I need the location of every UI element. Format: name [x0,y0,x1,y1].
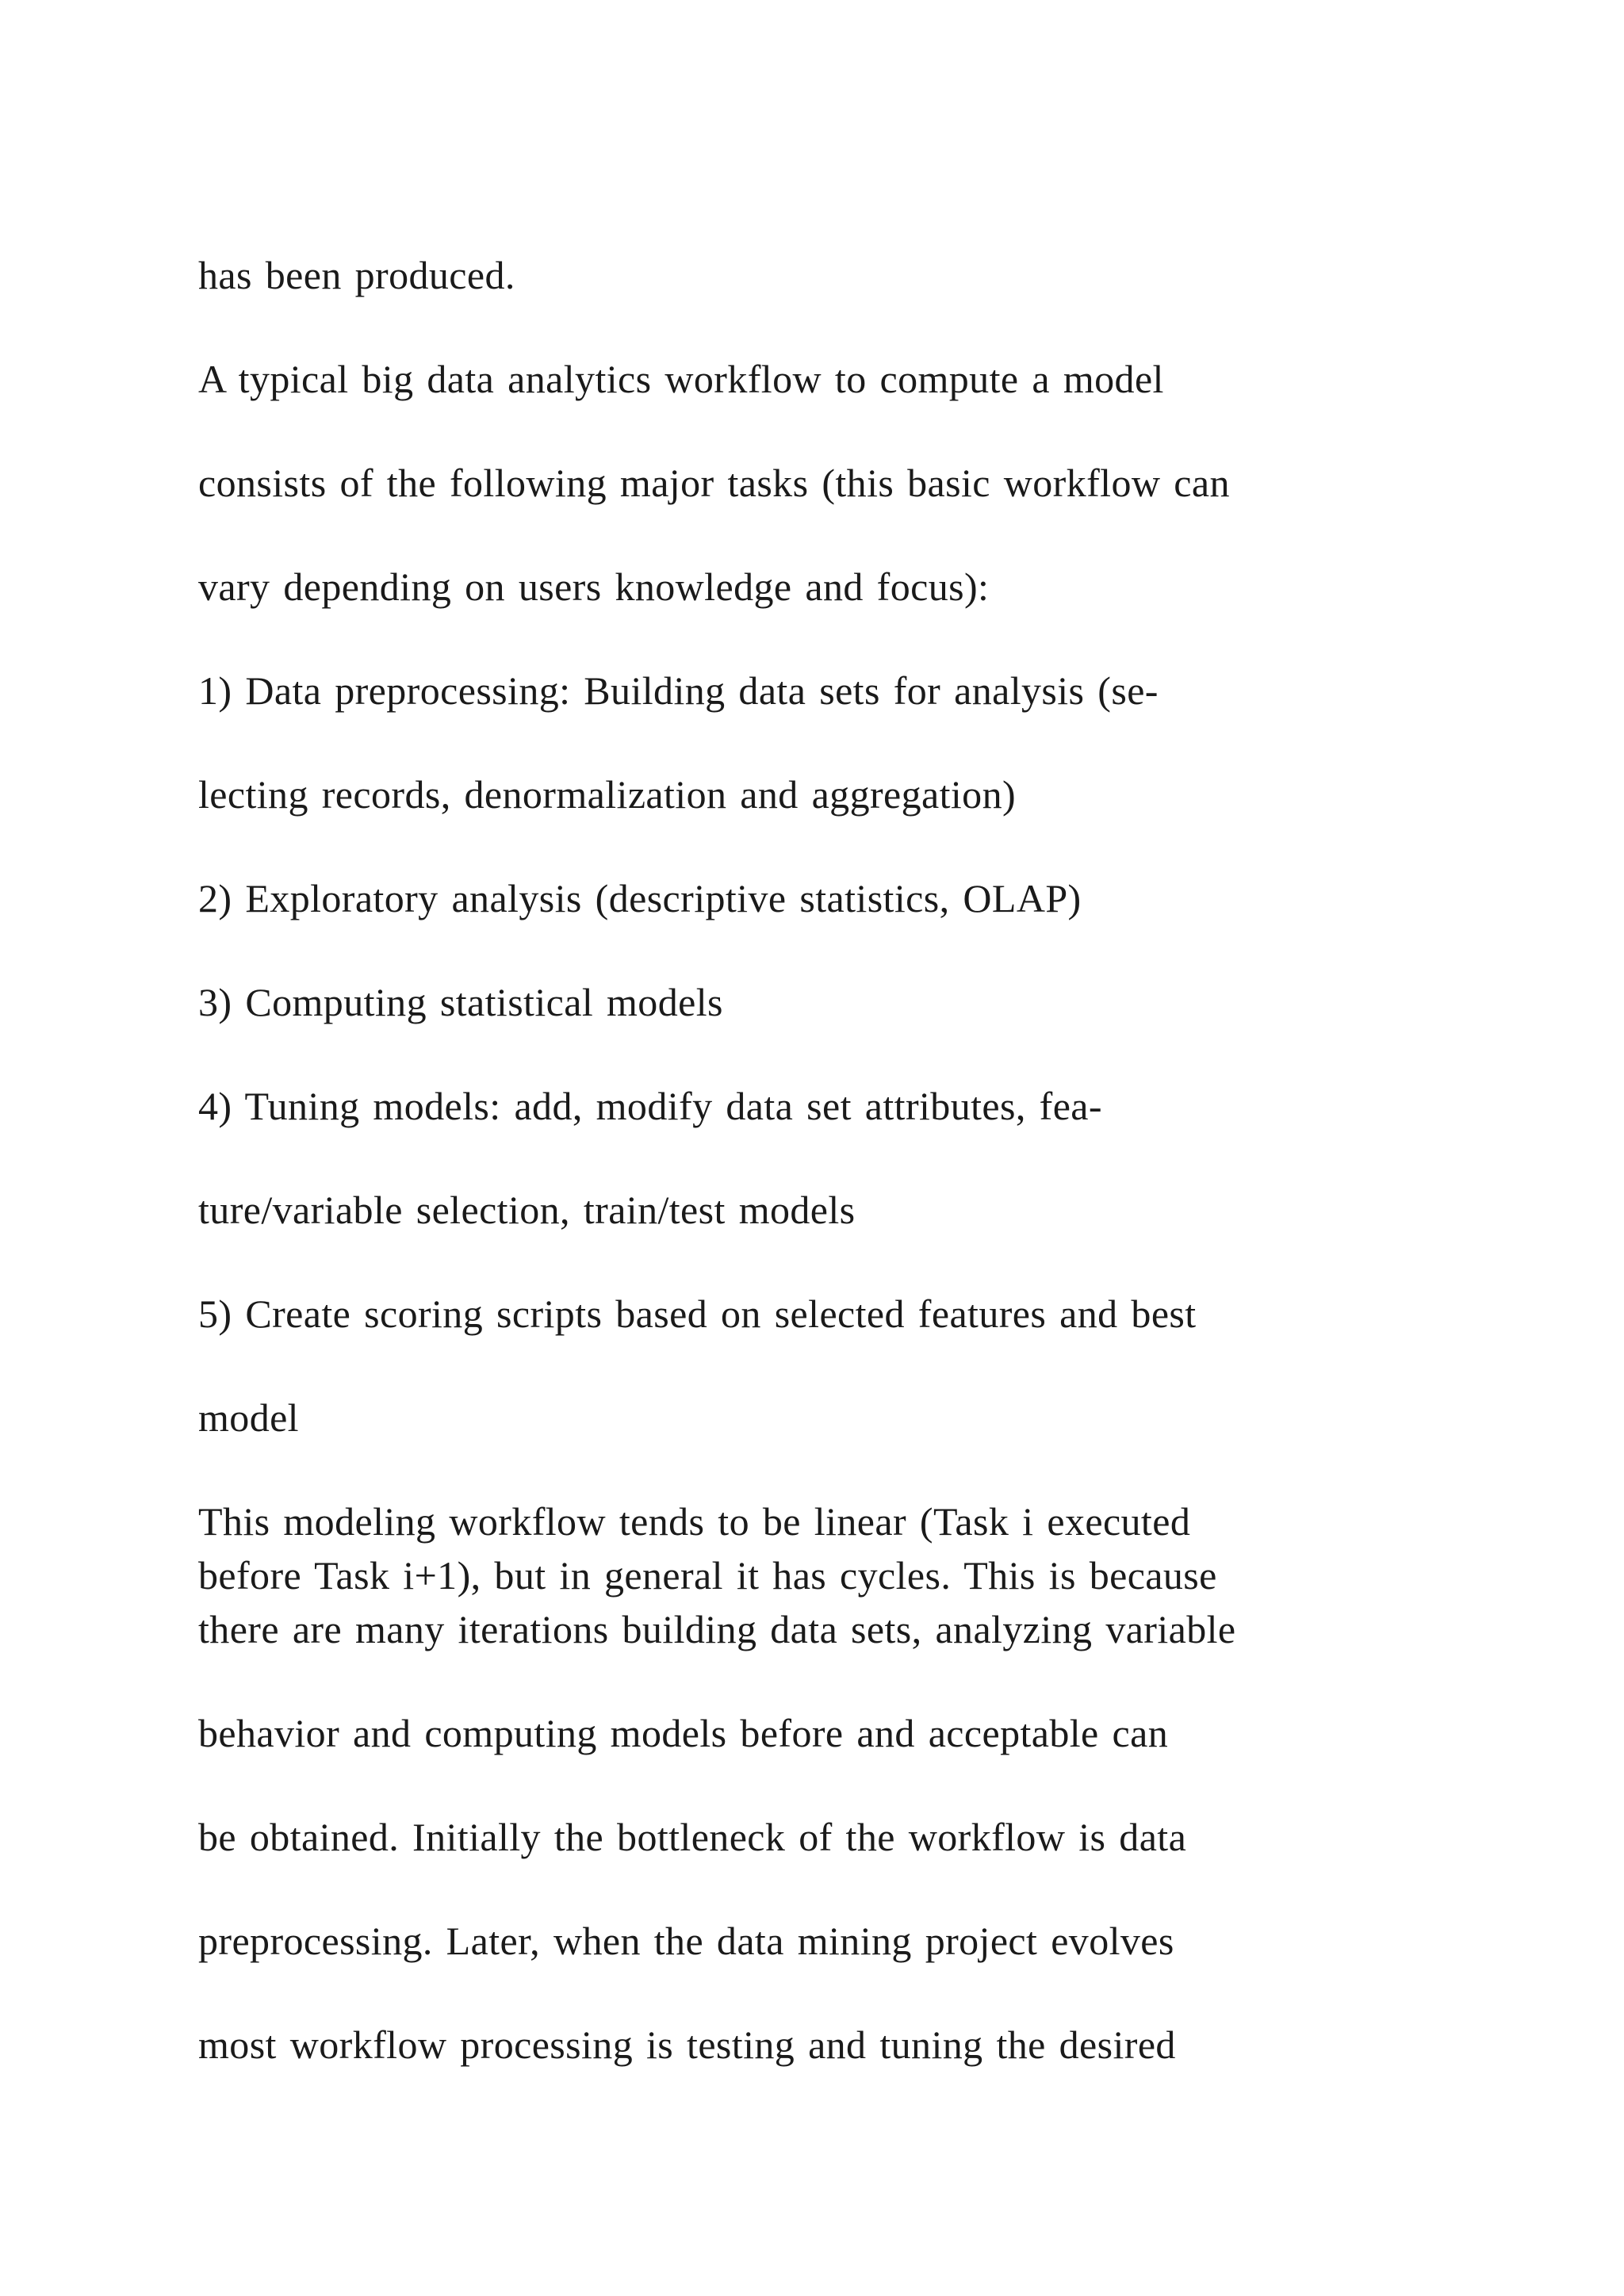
text-line: consists of the following major tasks (this basic workflow can [198,461,1230,505]
text-line: 2) Exploratory analysis (descriptive statistics, OLAP) [198,876,1082,920]
text-line: behavior and computing models before and acceptable can [198,1711,1169,1755]
text-line: there are many iterations building data sets, analyzing variable [198,1607,1236,1651]
text-line: be obtained. Initially the bottleneck of the workflow is data [198,1815,1187,1859]
text-line: 4) Tuning models: add, modify data set attributes, fea- [198,1084,1102,1128]
text-line: preprocessing. Later, when the data mining project evolves [198,1919,1174,1963]
text-line: vary depending on users knowledge and focus): [198,564,990,609]
text-line: lecting records, denormalization and aggregation) [198,772,1017,817]
text-line: model [198,1395,299,1440]
text-line: 3) Computing statistical models [198,980,723,1024]
text-line: A typical big data analytics workflow to compute a model [198,357,1164,401]
text-line: most workflow processing is testing and tuning the desired [198,2022,1176,2067]
text-line: 5) Create scoring scripts based on selected features and best [198,1292,1197,1336]
text-line: before Task i+1), but in general it has cycles. This is because [198,1553,1217,1598]
text-line: This modeling workflow tends to be linear (Task i executed [198,1499,1191,1544]
text-line: has been produced. [198,253,515,297]
text-line: 1) Data preprocessing: Building data sets for analysis (se- [198,668,1159,713]
text-line: ture/variable selection, train/test models [198,1188,856,1232]
